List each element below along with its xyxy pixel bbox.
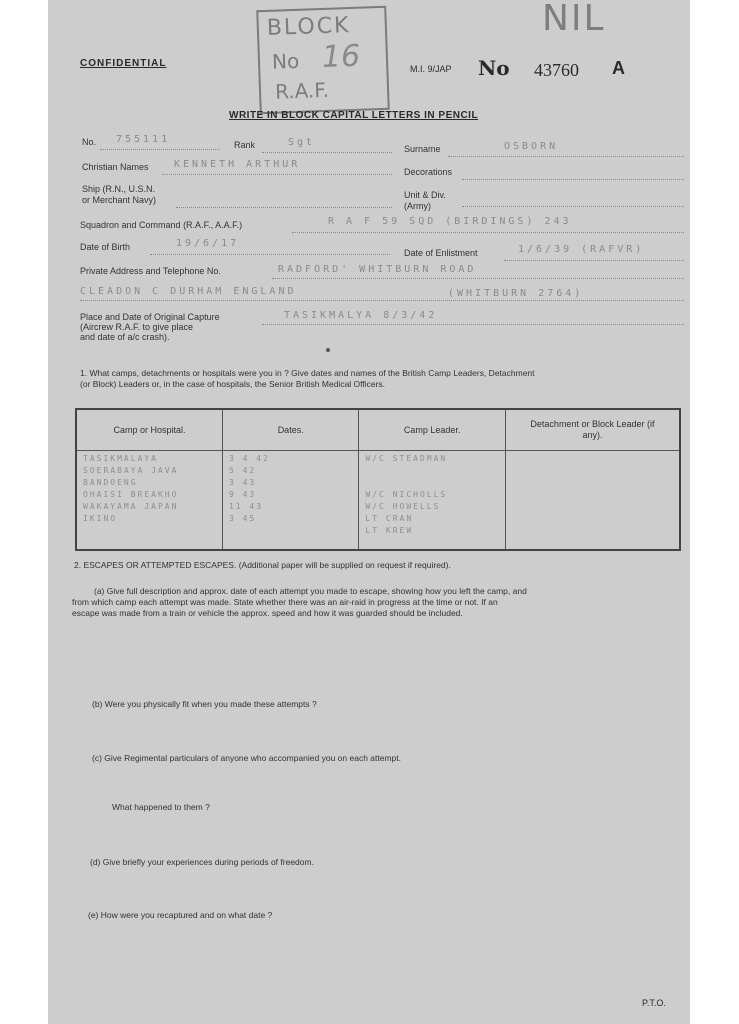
- leaders-cell: [359, 451, 505, 551]
- leader-entry: [365, 477, 498, 489]
- mi9-reference: M.I. 9/JAP: [410, 64, 452, 74]
- q2d-text: (d) Give briefly your experiences during periods of freedom.: [90, 857, 314, 867]
- capture-value: TASIKMALYA 8/3/42: [284, 310, 438, 321]
- surname-label: Surname: [404, 144, 441, 154]
- stamp-handwritten-number: 16: [321, 38, 361, 76]
- christian-names-label: Christian Names: [82, 162, 149, 172]
- address-value-line2: CLEADON C DURHAM ENGLAND: [80, 286, 297, 297]
- q1-text-line2: (or Block) Leaders or, in the case of hospitals, the Senior British Medical Officers.: [80, 379, 386, 389]
- q2-title: 2. ESCAPES OR ATTEMPTED ESCAPES. (Additional paper will be supplied on request if required).: [74, 560, 451, 570]
- nil-note: NIL: [542, 0, 606, 39]
- stamp-block: BLOCK: [266, 13, 351, 41]
- squadron-label: Squadron and Command (R.A.F., A.A.F.): [80, 220, 243, 230]
- rank-label: Rank: [234, 140, 256, 150]
- col-camp-leader: Camp Leader.: [359, 409, 505, 451]
- dates-cell: [222, 451, 358, 551]
- service-number-value: 755111: [116, 134, 171, 145]
- date-entry: 11 43: [228, 502, 264, 511]
- camp-entry: SOERABAYA JAVA: [83, 466, 179, 475]
- leader-entry: W/C HOWELLS: [365, 502, 441, 511]
- camp-entry: OHAISI BREAKHO: [83, 490, 179, 499]
- q2c-text: (c) Give Regimental particulars of anyone who accompanied you on each attempt.: [92, 753, 401, 763]
- pto-label: P.T.O.: [642, 998, 666, 1008]
- leader-entry: [365, 465, 498, 477]
- leader-entry: LT KREW: [365, 526, 414, 535]
- decorations-label: Decorations: [404, 167, 453, 177]
- col-detachment-leader: Detachment or Block Leader (if any).: [505, 409, 680, 451]
- capture-label-3: and date of a/c crash).: [80, 332, 170, 342]
- q2a-line1: (a) Give full description and approx. date of each attempt you made to escape, showing how you left the camp, and: [94, 586, 527, 596]
- leader-entry: W/C NICHOLLS: [365, 490, 448, 499]
- date-entry: 3 4 42: [228, 454, 270, 463]
- dob-label: Date of Birth: [80, 242, 131, 252]
- ship-label-2: or Merchant Navy): [82, 195, 157, 205]
- ship-label-1: Ship (R.N., U.S.N.: [82, 184, 156, 194]
- detachment-cell: [505, 451, 680, 551]
- stamp-no: No: [271, 48, 300, 74]
- q2a-line3: escape was made from a train or vehicle the approx. speed and how it was guarded should be included.: [72, 608, 463, 618]
- date-entry: 3 45: [228, 514, 257, 523]
- camp-entry: BANDOENG: [83, 478, 138, 487]
- q2c-followup: What happened to them ?: [112, 802, 210, 812]
- form-sheet: [48, 0, 690, 1024]
- squadron-value: R A F 59 SQD (BIRDINGS) 243: [328, 216, 572, 227]
- surname-value: OSBORN: [504, 141, 559, 152]
- no-label: No.: [82, 137, 97, 147]
- date-entry: 5 42: [228, 466, 257, 475]
- unit-label-1: Unit & Div.: [404, 190, 446, 200]
- camps-table-body: [76, 451, 680, 551]
- q1-text-line1: 1. What camps, detachments or hospitals were you in ? Give dates and names of the British Camp Leaders, Detachment: [80, 368, 535, 378]
- q2a-line2: from which camp each attempt was made. State whether there was an air-raid in progress at the time or not. If an: [72, 597, 498, 607]
- q2b-text: (b) Were you physically fit when you made these attempts ?: [92, 699, 317, 709]
- camps-table: [75, 408, 681, 551]
- series-letter: A: [612, 58, 625, 78]
- address-value-line1: RADFORD' WHITBURN ROAD: [278, 264, 477, 275]
- col-camp-hospital: Camp or Hospital.: [76, 409, 222, 451]
- stamp-raf: R.A.F.: [274, 77, 330, 104]
- col-dates: Dates.: [222, 409, 358, 451]
- date-entry: 3 43: [228, 478, 257, 487]
- dob-value: 19/6/17: [176, 238, 240, 249]
- enlistment-label: Date of Enlistment: [404, 248, 478, 258]
- rank-value: Sgt: [288, 137, 316, 148]
- date-entry: 9 43: [228, 490, 257, 499]
- camp-entry: WAKAYAMA JAPAN: [83, 502, 179, 511]
- confidential-label: CONFIDENTIAL: [80, 58, 167, 69]
- capture-label-1: Place and Date of Original Capture: [80, 312, 220, 322]
- centre-mark: [326, 348, 330, 352]
- unit-label-2: (Army): [404, 201, 431, 211]
- block-stamp: [256, 6, 390, 114]
- camps-table-header: [76, 409, 680, 451]
- q2e-text: (e) How were you recaptured and on what date ?: [88, 910, 273, 920]
- address-label: Private Address and Telephone No.: [80, 266, 221, 276]
- camp-names-cell: [76, 451, 222, 551]
- address-value-line3: (WHITBURN 2764): [448, 288, 584, 299]
- capture-label-2: (Aircrew R.A.F. to give place: [80, 322, 194, 332]
- leader-entry: LT CRAN: [365, 514, 414, 523]
- christian-names-value: KENNETH ARTHUR: [174, 159, 301, 170]
- form-number: 43760: [534, 60, 579, 80]
- enlistment-value: 1/6/39 (RAFVR): [518, 244, 645, 255]
- leader-entry: W/C STEADMAN: [365, 454, 448, 463]
- instruction-heading: WRITE IN BLOCK CAPITAL LETTERS IN PENCIL: [229, 110, 479, 121]
- camp-entry: TASIKMALAYA: [83, 454, 158, 463]
- camp-entry: IKINO: [83, 514, 118, 523]
- number-label: No: [478, 56, 510, 80]
